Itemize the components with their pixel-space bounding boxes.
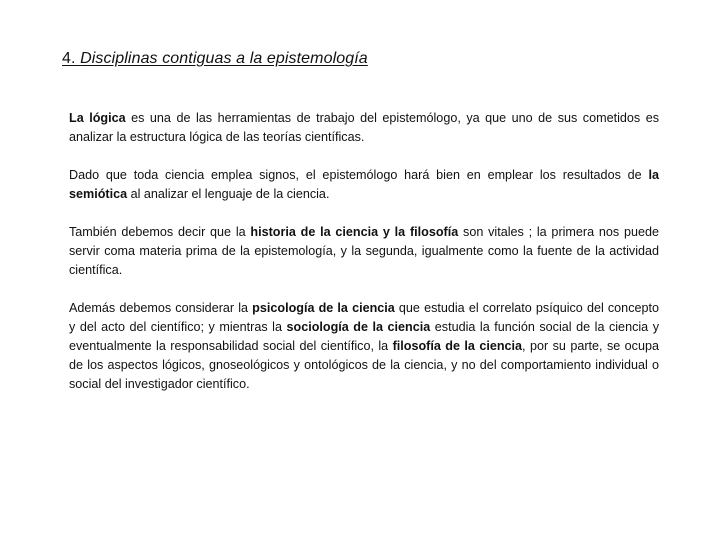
- term-logica: La lógica: [69, 111, 126, 125]
- body-text: [69, 109, 659, 413]
- paragraph-text: , por su parte, se ocupa de los aspectos lógicos, gnoseológicos y ontológicos de la ciencia, y no del comportamiento individual o social del investigador científico.: [69, 339, 659, 391]
- paragraph-psicologia-sociologia: [69, 299, 659, 394]
- paragraph-logica: [69, 109, 659, 147]
- term-psicologia: psicología de la ciencia: [252, 301, 395, 315]
- term-filosofia-ciencia: filosofía de la ciencia: [392, 339, 523, 353]
- paragraph-historia-filosofia: [69, 223, 659, 280]
- paragraph-text: al analizar el lenguaje de la ciencia.: [127, 187, 330, 201]
- paragraph-text: es una de las herramientas de trabajo del epistemólogo, ya que uno de sus cometidos es analizar la estructura lógica de las teorías científicas.: [69, 111, 660, 144]
- term-historia-filosofia: historia de la ciencia y la filosofía: [250, 225, 459, 239]
- paragraph-text: que estudia el correlato psíquico del concepto y del acto del científico; y mientras la: [69, 301, 659, 334]
- term-semiotica: la semiótica: [69, 168, 659, 201]
- section-heading: [62, 50, 368, 68]
- section-title: Disciplinas contiguas a la epistemología: [80, 50, 368, 67]
- paragraph-text: Dado que toda ciencia emplea signos, el epistemólogo hará bien en emplear los resultados de: [69, 168, 649, 182]
- paragraph-text: Además debemos considerar la: [69, 301, 253, 315]
- paragraph-semiotica: [69, 166, 659, 204]
- paragraph-text: son vitales ; la primera nos puede servir coma materia prima de la epistemología, y la segunda, igualmente como la fuente de la actividad científica.: [69, 225, 660, 277]
- section-number: 4.: [62, 50, 76, 67]
- term-sociologia: sociología de la ciencia: [286, 320, 431, 334]
- paragraph-text: También debemos decir que la: [69, 225, 251, 239]
- paragraph-text: estudia la función social de la ciencia y eventualmente la responsabilidad social del científico, la: [69, 320, 659, 353]
